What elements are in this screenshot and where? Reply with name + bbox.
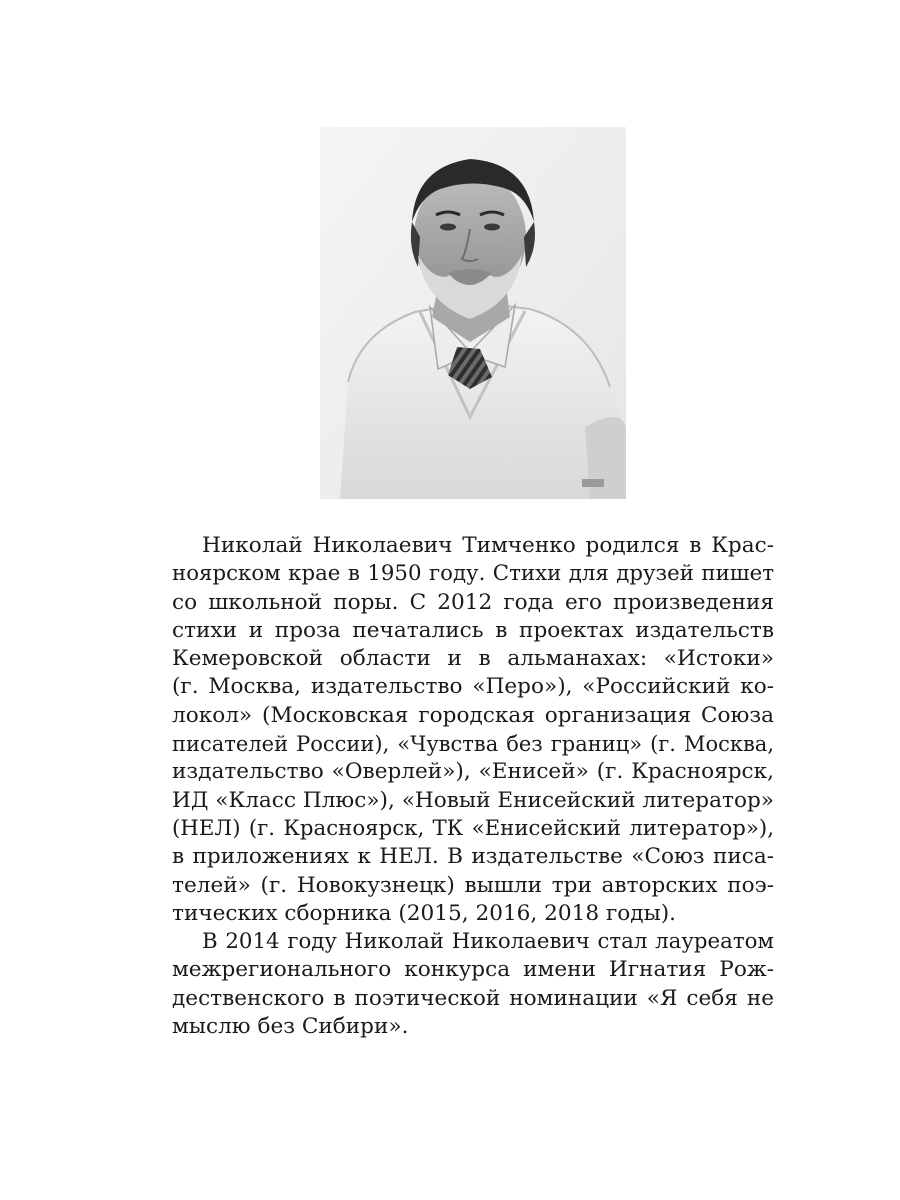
text-line: Николай Николаевич Тимченко родился в Крас- xyxy=(202,533,774,558)
text-line: тических сборника (2015, 2016, 2018 годы). xyxy=(172,900,677,926)
text-line: дественского в поэтической номинации «Я себя не xyxy=(172,985,774,1011)
bio-paragraph-2 xyxy=(172,928,774,1041)
portrait-illustration xyxy=(320,127,626,499)
text-line: со школьной поры. С 2012 года его произведения xyxy=(172,589,774,615)
text-line: писателей России), «Чувства без границ» (г. Москва, xyxy=(172,732,774,757)
text-line: в приложениях к НЕЛ. В издательстве «Союз писа- xyxy=(172,844,774,870)
text-line: локол» (Московская городская организация Союза xyxy=(172,702,774,728)
biography-text xyxy=(172,532,774,1041)
author-portrait-photo xyxy=(320,127,626,499)
text-line: мыслю без Сибири». xyxy=(172,1014,409,1040)
text-line: стихи и проза печатались в проектах издательств xyxy=(172,617,774,643)
text-line: (г. Москва, издательство «Перо»), «Российский ко- xyxy=(172,674,774,700)
bio-paragraph-1 xyxy=(172,532,774,928)
text-line: издательство «Оверлей»), «Енисей» (г. Красноярск, xyxy=(172,759,774,785)
text-line: ноярском крае в 1950 году. Стихи для друзей пишет xyxy=(172,561,774,587)
text-line: ИД «Класс Плюс»), «Новый Енисейский литератор» xyxy=(172,787,774,813)
text-line: телей» (г. Новокузнецк) вышли три авторских поэ- xyxy=(172,872,774,898)
text-line: межрегионального конкурса имени Игнатия Рож- xyxy=(172,957,774,983)
text-line: (НЕЛ) (г. Красноярск, ТК «Енисейский литератор»), xyxy=(172,815,774,841)
text-line: В 2014 году Николай Николаевич стал лауреатом xyxy=(202,929,774,955)
text-line: Кемеровской области и в альманахах: «Истоки» xyxy=(172,646,774,672)
